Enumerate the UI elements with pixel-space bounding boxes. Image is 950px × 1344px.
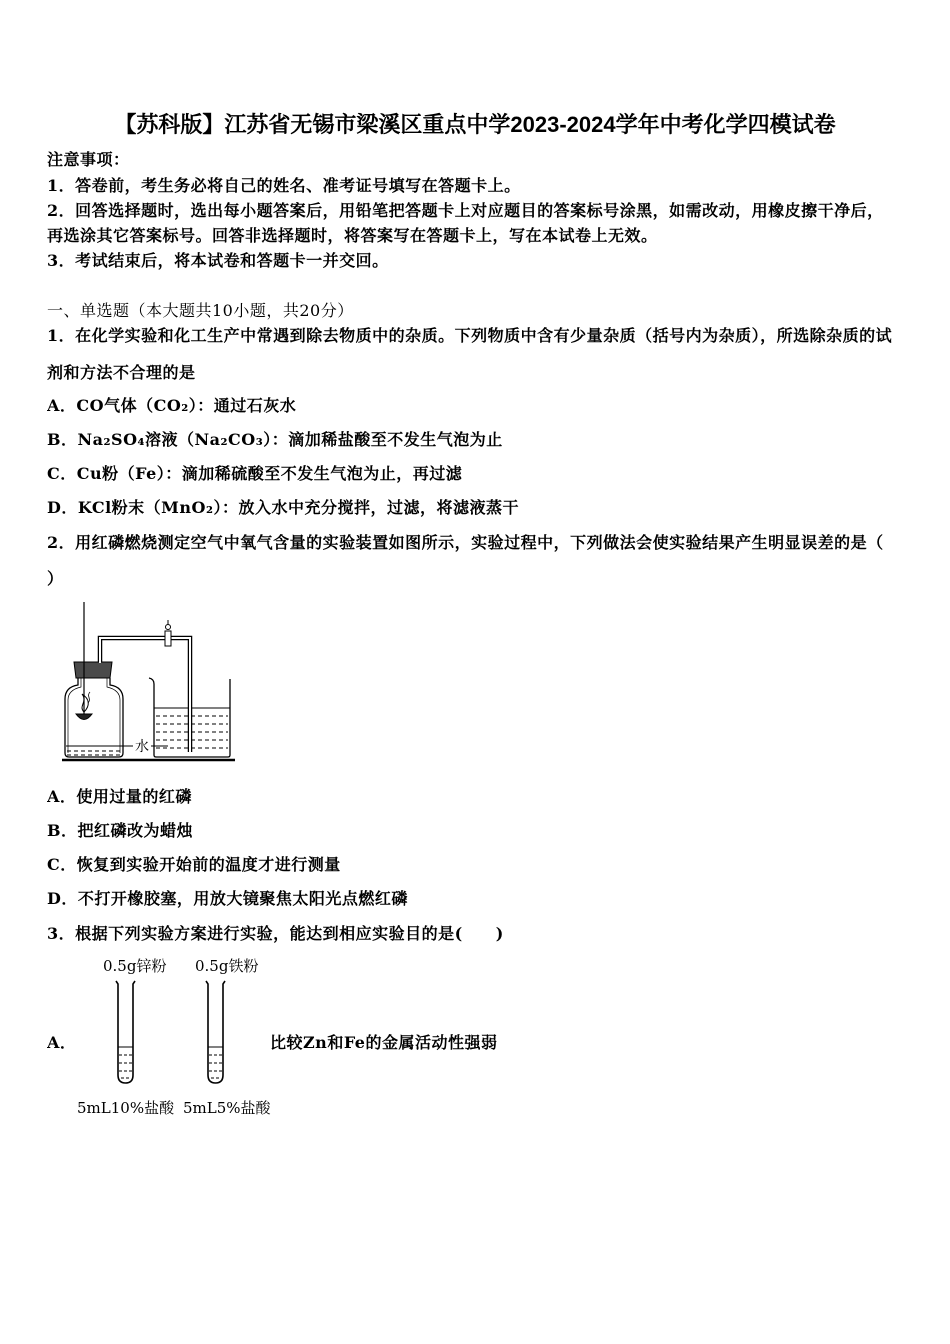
tube-right-bottom-label: 5mL5%盐酸	[183, 1099, 271, 1117]
flame	[82, 694, 88, 712]
glass-tube	[100, 638, 190, 753]
q1-option-d: D．KCl粉末（MnO₂）：放入水中充分搅拌，过滤，将滤液蒸干	[47, 498, 519, 517]
test-tube-right	[206, 981, 225, 1083]
gas-collecting-bottle-inner-wall	[68, 678, 120, 753]
q2-option-a: A．使用过量的红磷	[47, 787, 192, 806]
q2-stem-line-1: 2．用红磷燃烧测定空气中氧气含量的实验装置如图所示，实验过程中，下列做法会使实验结果产生明显误差的是（	[47, 533, 884, 552]
spring-clamp-body	[165, 631, 171, 646]
q3-option-a-text: 比较Zn和Fe的金属活动性强弱	[270, 1033, 498, 1052]
q1-option-c: C．Cu粉（Fe）：滴加稀硫酸至不发生气泡为止，再过滤	[47, 464, 463, 483]
notice-line-4: 3．考试结束后，将本试卷和答题卡一并交回。	[47, 251, 389, 270]
section-heading: 一、单选题（本大题共10小题，共20分）	[47, 301, 354, 320]
rubber-stopper	[74, 662, 112, 678]
q1-stem-line-2: 剂和方法不合理的是	[47, 363, 196, 382]
notice-line-1: 1．答卷前，考生务必将自己的姓名、准考证号填写在答题卡上。	[47, 176, 521, 195]
q1-option-a: A．CO气体（CO₂）：通过石灰水	[47, 396, 297, 415]
notice-line-2: 2．回答选择题时，选出每小题答案后，用铅笔把答题卡上对应题目的答案标号涂黑，如需改动，用橡皮擦干净后，	[47, 201, 884, 220]
q3-stem: 3．根据下列实验方案进行实验，能达到相应实验目的是( )	[47, 924, 504, 943]
tube-left-top-label: 0.5g锌粉	[103, 957, 167, 975]
bottle-water	[66, 746, 122, 755]
test-tube-left	[116, 981, 135, 1083]
notice-heading: 注意事项：	[47, 150, 130, 169]
notice-line-3: 再选涂其它答案标号。回答非选择题时，将答案写在答题卡上，写在本试卷上无效。	[47, 226, 658, 245]
q3-option-a-letter: A．	[47, 1033, 77, 1052]
water-label: 水	[135, 739, 149, 755]
q2-stem-line-2: ）	[47, 569, 64, 588]
phosphorus-combustion-apparatus	[55, 598, 245, 768]
glass-tube-bore	[100, 638, 190, 753]
tube-right-acid	[208, 1047, 223, 1078]
q2-option-c: C．恢复到实验开始前的温度才进行测量	[47, 855, 341, 874]
q2-option-b: B．把红磷改为蜡烛	[47, 821, 194, 840]
spring-clamp	[165, 620, 171, 646]
q1-option-b: B．Na₂SO₄溶液（Na₂CO₃）：滴加稀盐酸至不发生气泡为止	[47, 430, 503, 449]
q1-stem-line-1: 1．在化学实验和化工生产中常遇到除去物质中的杂质。下列物质中含有少量杂质（括号内为杂质），所选除杂质的试	[47, 326, 893, 345]
q2-option-d: D．不打开橡胶塞，用放大镜聚焦太阳光点燃红磷	[47, 889, 408, 908]
tube-left-acid	[118, 1047, 133, 1078]
exam-title: 【苏科版】江苏省无锡市梁溪区重点中学2023-2024学年中考化学四模试卷	[114, 112, 836, 137]
tube-left-bottom-label: 5mL10%盐酸	[77, 1099, 175, 1117]
test-tube-comparison-figure	[60, 975, 260, 1090]
combustion-spoon	[76, 714, 92, 720]
tube-right-top-label: 0.5g铁粉	[195, 957, 259, 975]
spring-clamp-ring	[166, 625, 171, 630]
glass-tube-outline	[100, 638, 190, 752]
